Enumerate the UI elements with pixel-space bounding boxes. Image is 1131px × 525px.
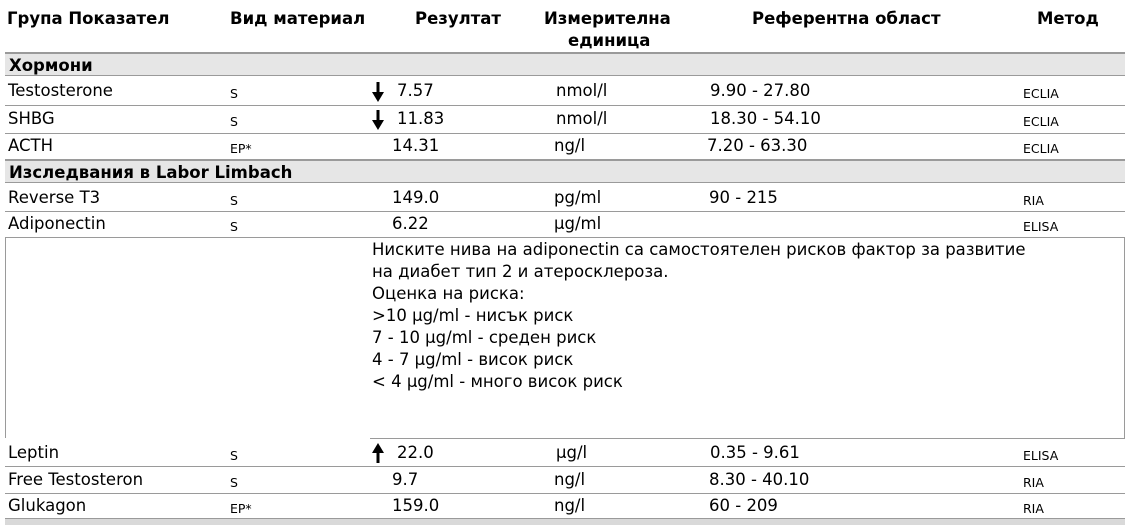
header-result: Резултат xyxy=(415,9,501,28)
method: RIA xyxy=(1023,193,1044,208)
method: ECLIA xyxy=(1023,86,1059,101)
arrow-up-icon xyxy=(371,443,385,463)
header-material: Вид материал xyxy=(230,9,366,28)
section-header-labor-limbach xyxy=(5,159,1125,183)
row-divider xyxy=(5,211,1125,212)
result-value: 14.31 xyxy=(392,136,440,155)
test-name: ACTH xyxy=(8,136,54,155)
header-reference: Референтна област xyxy=(752,9,941,28)
unit: ng/l xyxy=(554,136,586,155)
material: EP* xyxy=(230,501,252,516)
material: S xyxy=(230,193,238,208)
note-line: Оценка на риска: xyxy=(372,284,525,303)
result-value: 159.0 xyxy=(392,496,440,515)
table-header xyxy=(0,0,1131,50)
unit: nmol/l xyxy=(556,109,608,128)
note-line: >10 µg/ml - нисък риск xyxy=(372,306,574,325)
unit: nmol/l xyxy=(556,81,608,100)
note-line: на диабет тип 2 и атеросклероза. xyxy=(372,262,669,281)
arrow-down-icon xyxy=(371,110,385,130)
reference-range: 90 - 215 xyxy=(709,188,778,207)
adiponectin-interpretation-note xyxy=(372,239,1112,393)
row-divider xyxy=(5,466,1125,467)
note-border-left xyxy=(5,237,6,438)
header-unit-line2: единица xyxy=(568,31,651,50)
result-value: 11.83 xyxy=(397,109,445,128)
row-divider xyxy=(370,438,1125,439)
header-group: Група Показател xyxy=(7,9,170,28)
row-divider xyxy=(5,493,1125,494)
unit: µg/ml xyxy=(554,214,602,233)
result-value: 7.57 xyxy=(397,81,434,100)
note-line: 4 - 7 µg/ml - висок риск xyxy=(372,350,574,369)
test-name: Adiponectin xyxy=(8,214,106,233)
method: ECLIA xyxy=(1023,114,1059,129)
note-border-right xyxy=(1124,237,1125,438)
note-line: Ниските нива на adiponectin са самостоятелен рисков фактор за развитие xyxy=(372,240,1026,259)
result-value: 22.0 xyxy=(397,443,434,462)
arrow-down-icon xyxy=(371,82,385,102)
header-unit-line1: Измерителна xyxy=(544,9,671,28)
note-line: < 4 µg/ml - много висок риск xyxy=(372,372,623,391)
material: S xyxy=(230,114,238,129)
section-header-hormones xyxy=(5,52,1125,76)
test-name: Reverse T3 xyxy=(8,188,101,207)
test-name: Leptin xyxy=(8,443,60,462)
reference-range: 60 - 209 xyxy=(709,496,778,515)
test-name: Glukagon xyxy=(8,496,87,515)
unit: µg/l xyxy=(556,443,588,462)
unit: ng/l xyxy=(554,496,586,515)
result-value: 6.22 xyxy=(392,214,429,233)
material: S xyxy=(230,86,238,101)
unit: ng/l xyxy=(554,470,586,489)
row-divider xyxy=(5,105,1125,106)
row-divider xyxy=(5,237,1125,238)
method: ELISA xyxy=(1023,448,1059,463)
result-value: 9.7 xyxy=(392,470,419,489)
result-value: 149.0 xyxy=(392,188,440,207)
material: EP* xyxy=(230,141,252,156)
section-title: Хормони xyxy=(9,56,93,75)
method: RIA xyxy=(1023,475,1044,490)
row-divider xyxy=(5,133,1125,134)
section-title: Изследвания в Labor Limbach xyxy=(9,163,293,182)
reference-range: 0.35 - 9.61 xyxy=(710,443,800,462)
reference-range: 7.20 - 63.30 xyxy=(707,136,808,155)
reference-range: 8.30 - 40.10 xyxy=(709,470,810,489)
test-name: Free Testosteron xyxy=(8,470,144,489)
test-name: SHBG xyxy=(8,109,55,128)
method: ECLIA xyxy=(1023,141,1059,156)
material: S xyxy=(230,219,238,234)
unit: pg/ml xyxy=(554,188,602,207)
reference-range: 9.90 - 27.80 xyxy=(710,81,811,100)
material: S xyxy=(230,475,238,490)
method: RIA xyxy=(1023,501,1044,516)
test-name: Testosterone xyxy=(8,81,113,100)
method: ELISA xyxy=(1023,219,1059,234)
material: S xyxy=(230,448,238,463)
note-line: 7 - 10 µg/ml - среден риск xyxy=(372,328,597,347)
header-method: Метод xyxy=(1037,9,1099,28)
reference-range: 18.30 - 54.10 xyxy=(710,109,821,128)
